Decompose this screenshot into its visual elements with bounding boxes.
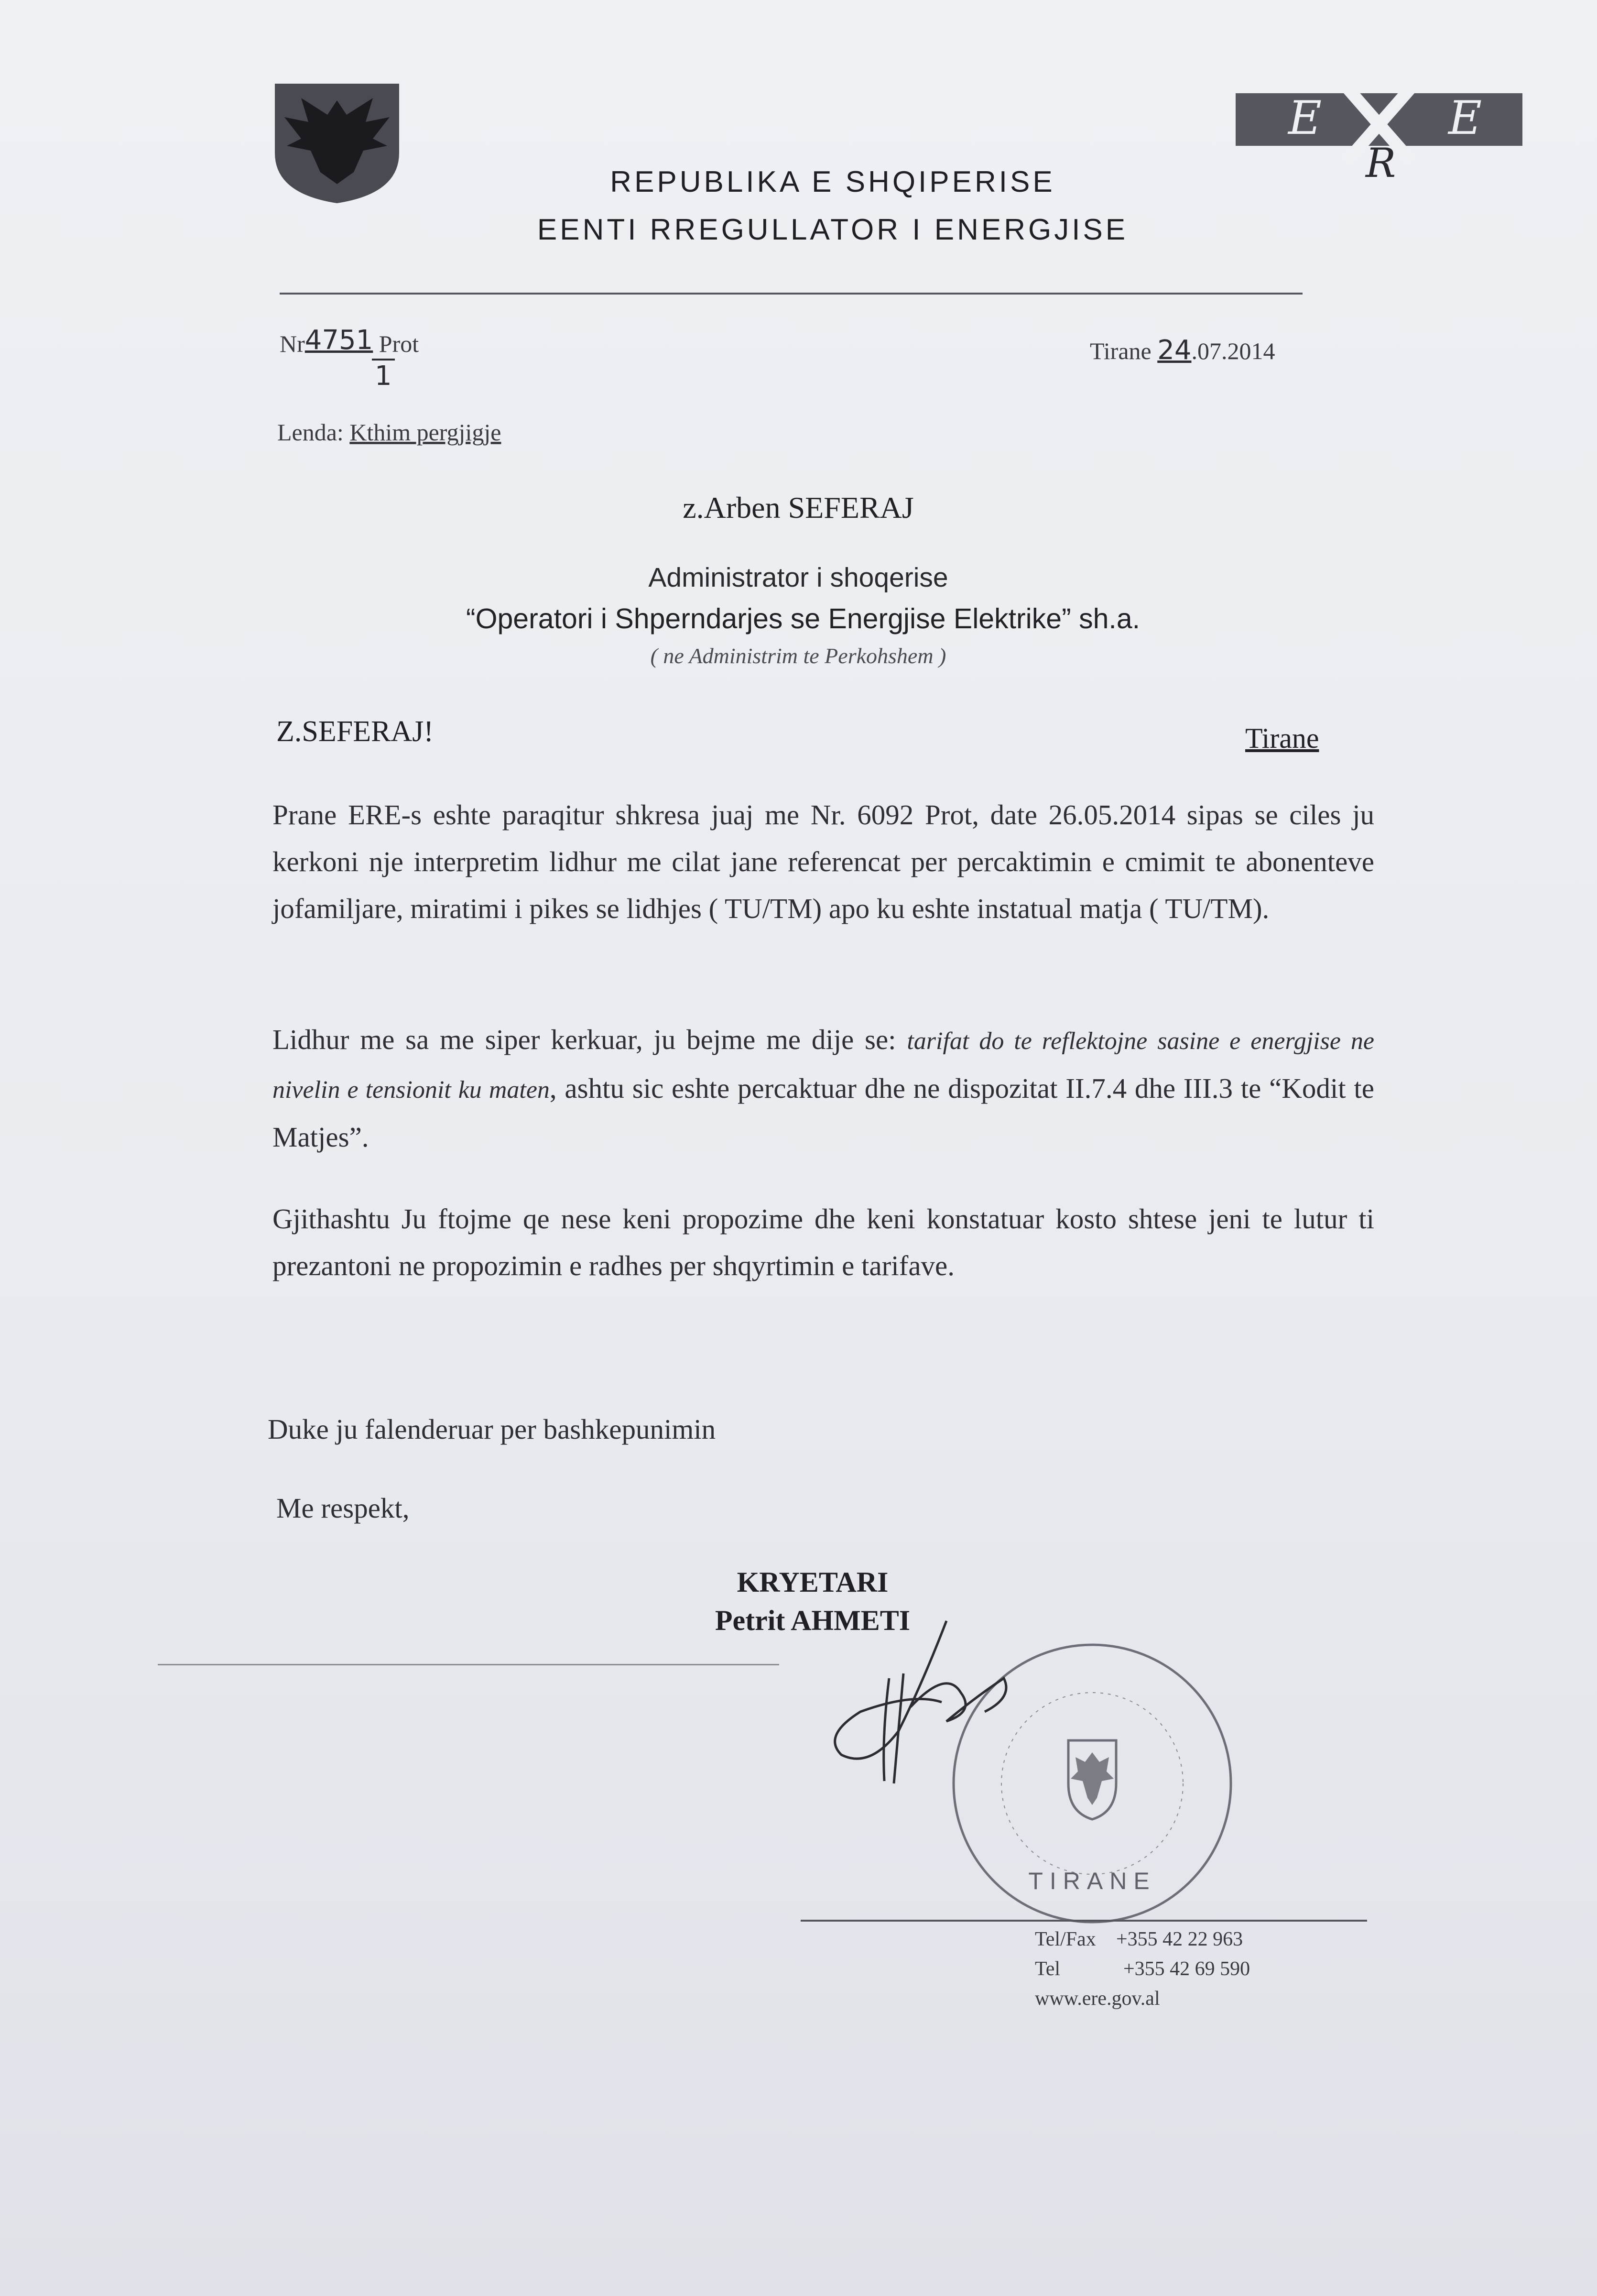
nr-value: 4751 — [304, 325, 373, 356]
albanian-eagle-emblem-icon — [270, 81, 404, 206]
svg-text:E: E — [1288, 91, 1322, 145]
date-line — [1090, 335, 1275, 366]
tel-number: +355 42 69 590 — [1123, 1958, 1250, 1980]
contact-tel-row — [1035, 1954, 1250, 1984]
nr-subnumber: 1 — [372, 359, 395, 392]
subject-label: Lenda: — [277, 419, 344, 446]
body-paragraph-3: Gjithashtu Ju ftojme qe nese keni propozime dhe keni konstatuar kosto shtese jeni te lutur ti prezantoni ne propozimin e radhes per shqyrtimin e tarifave. — [272, 1203, 1374, 1281]
telfax-label: Tel/Fax — [1035, 1928, 1096, 1950]
svg-text:E: E — [1448, 91, 1482, 145]
header-country: REPUBLIKA E SHQIPERISE — [610, 165, 1055, 198]
ere-logo-icon — [1236, 86, 1522, 182]
addressee-company: “Operatori i Shperndarjes se Energjise Elektrike” sh.a. — [466, 603, 1141, 634]
closing-thanks: Duke ju falenderuar per bashkepunimin — [268, 1413, 716, 1445]
date-day: 24 — [1157, 335, 1192, 366]
contact-telfax-row — [1035, 1924, 1250, 1954]
contact-block — [1035, 1924, 1250, 2013]
prot-label: Prot — [379, 330, 419, 357]
stamp-city: TIRANE — [1028, 1868, 1156, 1894]
body-paragraph-2 — [272, 1016, 1374, 1160]
handwritten-signature-icon — [803, 1611, 1099, 1803]
date-rest: .07.2014 — [1191, 338, 1275, 364]
nr-label: Nr — [280, 330, 305, 357]
footer-divider — [801, 1920, 1367, 1922]
salutation-city: Tirane — [1245, 722, 1319, 754]
addressee-name: z.Arben SEFERAJ — [683, 491, 914, 525]
paragraph-2-start: Lidhur me sa me siper kerkuar, ju bejme me dije se: — [272, 1024, 907, 1055]
place-label: Tirane — [1090, 338, 1152, 364]
svg-text:R: R — [1366, 140, 1396, 182]
telfax-number: +355 42 22 963 — [1116, 1928, 1243, 1950]
tel-label: Tel — [1035, 1958, 1061, 1980]
contact-website: www.ere.gov.al — [1035, 1988, 1160, 2010]
reference-number — [280, 325, 419, 359]
addressee-title: Administrator i shoqerise — [648, 562, 948, 593]
closing-regards: Me respekt, — [276, 1492, 410, 1524]
subject-value: Kthim pergjigje — [349, 419, 501, 446]
signature-line — [158, 1664, 779, 1665]
paragraph-2-emphasis: tarifat do te reflektojne sasine e energjise ne nivelin e tensionit ku maten — [272, 1028, 1374, 1104]
signatory-name: Petrit AHMETI — [715, 1605, 911, 1636]
header-divider — [280, 293, 1303, 295]
signatory-role: KRYETARI — [737, 1566, 889, 1598]
paragraph-2-end: , ashtu sic eshte percaktuar dhe ne dispozitat II.7.4 dhe III.3 te “Kodit te Matjes”. — [272, 1072, 1374, 1153]
salutation: Z.SEFERAJ! — [276, 715, 434, 748]
body-paragraph-1: Prane ERE-s eshte paraqitur shkresa juaj me Nr. 6092 Prot, date 26.05.2014 sipas se ciles ju kerkoni nje interpretim lidhur me cilat jane referencat per percaktimin e cmimit te abonenteve jofamiljare, miratimi i pikes se lidhjes ( TU/TM) apo ku eshte instatual matja ( TU/TM). — [272, 799, 1374, 924]
header-agency: EENTI RREGULLATOR I ENERGJISE — [537, 213, 1129, 246]
addressee-status: ( ne Administrim te Perkohshem ) — [650, 644, 946, 668]
subject-line — [277, 418, 501, 446]
